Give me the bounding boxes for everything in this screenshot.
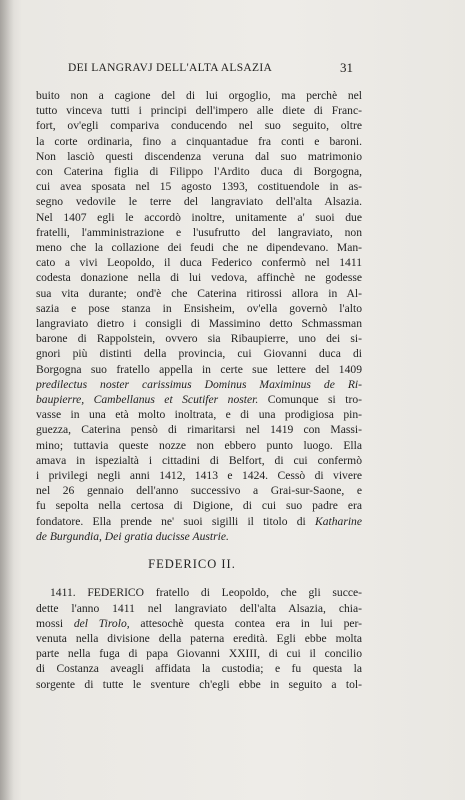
latin-quote: predilectus noster carissimus Dominus Maximinus de Ri- (36, 377, 362, 391)
latin-quote: baupierre, Cambellanus et Scutifer noster. (36, 393, 259, 407)
page-number: 31 (340, 60, 353, 75)
text-line: meno che la collazione dei feudi che ne dipendevano. Man- (36, 241, 362, 255)
text-line: codesta donazione nella di lui vedova, affinchè ne godesse (36, 271, 362, 285)
text-line: 1411. FEDERICO fratello di Leopoldo, che gli succe- (50, 586, 362, 600)
text-line: buito non a cagione del di lui orgoglio, ma perchè nel (36, 89, 362, 102)
text-line: sazia e pose stanza in Ensisheim, ov'ella governò l'alto (36, 301, 362, 315)
text-line (36, 514, 362, 529)
text-segment: mossi (36, 616, 74, 630)
seal-title: Katharine (314, 514, 362, 528)
italic-phrase: del Tirolo, (73, 616, 130, 630)
text-line: fort, ov'egli compariva conducendo nel suo seguito, oltre (36, 119, 362, 133)
text-line: segno vedovile le terre del langraviato dell'alta Alsazia. (36, 195, 362, 209)
text-line: langraviato dietro i consigli di Massimino detto Schmassman (36, 317, 362, 331)
text-line: i privilegi negli anni 1412, 1413 e 1424. Cessò di vivere (36, 469, 362, 483)
text-line: sua vita durante; ond'è che Caterina ritirossi allora in Al- (36, 286, 362, 300)
text-line: dette l'anno 1411 nel langraviato dell'alta Alsazia, chia- (36, 601, 362, 615)
section-title: FEDERICO II. (148, 557, 236, 572)
text-line: tutto vinceva tutti i principi dell'impero alle diete di Franc- (36, 104, 362, 118)
text-line: fratelli, l'amministrazione e l'usufrutto del langraviato, non (36, 225, 362, 239)
text-line: amava in ispezialtà i cittadini di Belfort, di cui confermò (36, 453, 362, 467)
seal-title: de Burgundia, Dei gratia ducisse Austrie. (36, 529, 229, 543)
text-line (36, 377, 362, 392)
gutter-shadow (0, 0, 14, 800)
text-line: di Costanza aveagli affidata la custodia; e fu questa la (36, 662, 362, 676)
text-line: gnori più distinti della provincia, cui Giovanni duca di (36, 347, 362, 361)
text-line: cui avea sposata nel 15 agosto 1393, costituendole in as- (36, 180, 362, 194)
text-line: la corte ordinaria, fino a cinquantadue fra conti e baroni. (36, 134, 362, 148)
text-line (36, 616, 362, 631)
text-line (36, 529, 362, 544)
text-line: cato a vivi Leopoldo, il duca Federico confermò nel 1411 (36, 256, 362, 270)
text-line: vasse in una età molto inoltrata, e di una prodigiosa pin- (36, 408, 362, 422)
text-line: guezza, Caterina pensò di rimaritarsi nel 1419 con Massi- (36, 423, 362, 437)
text-line: parte nella fuga di papa Giovanni XXIII, di cui il concilio (36, 647, 362, 661)
text-line: Borgogna suo fratello appella in certe sue lettere del 1409 (36, 362, 362, 376)
text-line: Non lasciò questi discendenza veruna dal suo matrimonio (36, 149, 362, 163)
text-segment: Comunque si tro- (258, 393, 362, 407)
text-line (36, 392, 362, 407)
text-segment: fondatore. Ella prende ne' suoi sigilli il titolo di (36, 514, 306, 528)
running-title: DEI LANGRAVJ DELL'ALTA ALSAZIA (68, 62, 273, 74)
text-line: nel 26 gennaio dell'anno successivo a Grai-sur-Saone, e (36, 484, 362, 498)
text-line: venuta nella divisione della paterna eredità. Egli ebbe molta (36, 631, 362, 645)
text-line: sorgente di tutte le sventure ch'egli ebbe in seguito a tol- (36, 677, 362, 691)
text-line: Nel 1407 egli le accordò inoltre, unitamente a' suoi due (36, 210, 362, 224)
text-line: barone di Rappolstein, ovvero sia Ribaupierre, uno dei si- (36, 332, 362, 346)
text-line: con Caterina figlia di Filippo l'Ardito duca di Borgogna, (36, 165, 362, 179)
text-segment: attesochè questa contea era in lui per- (129, 616, 362, 630)
text-line: mino; tuttavia queste nozze non ebbero punto luogo. Ella (36, 438, 362, 452)
text-line: fu sepolta nella certosa di Digione, di cui suo padre era (36, 499, 362, 513)
body-text (36, 88, 362, 692)
